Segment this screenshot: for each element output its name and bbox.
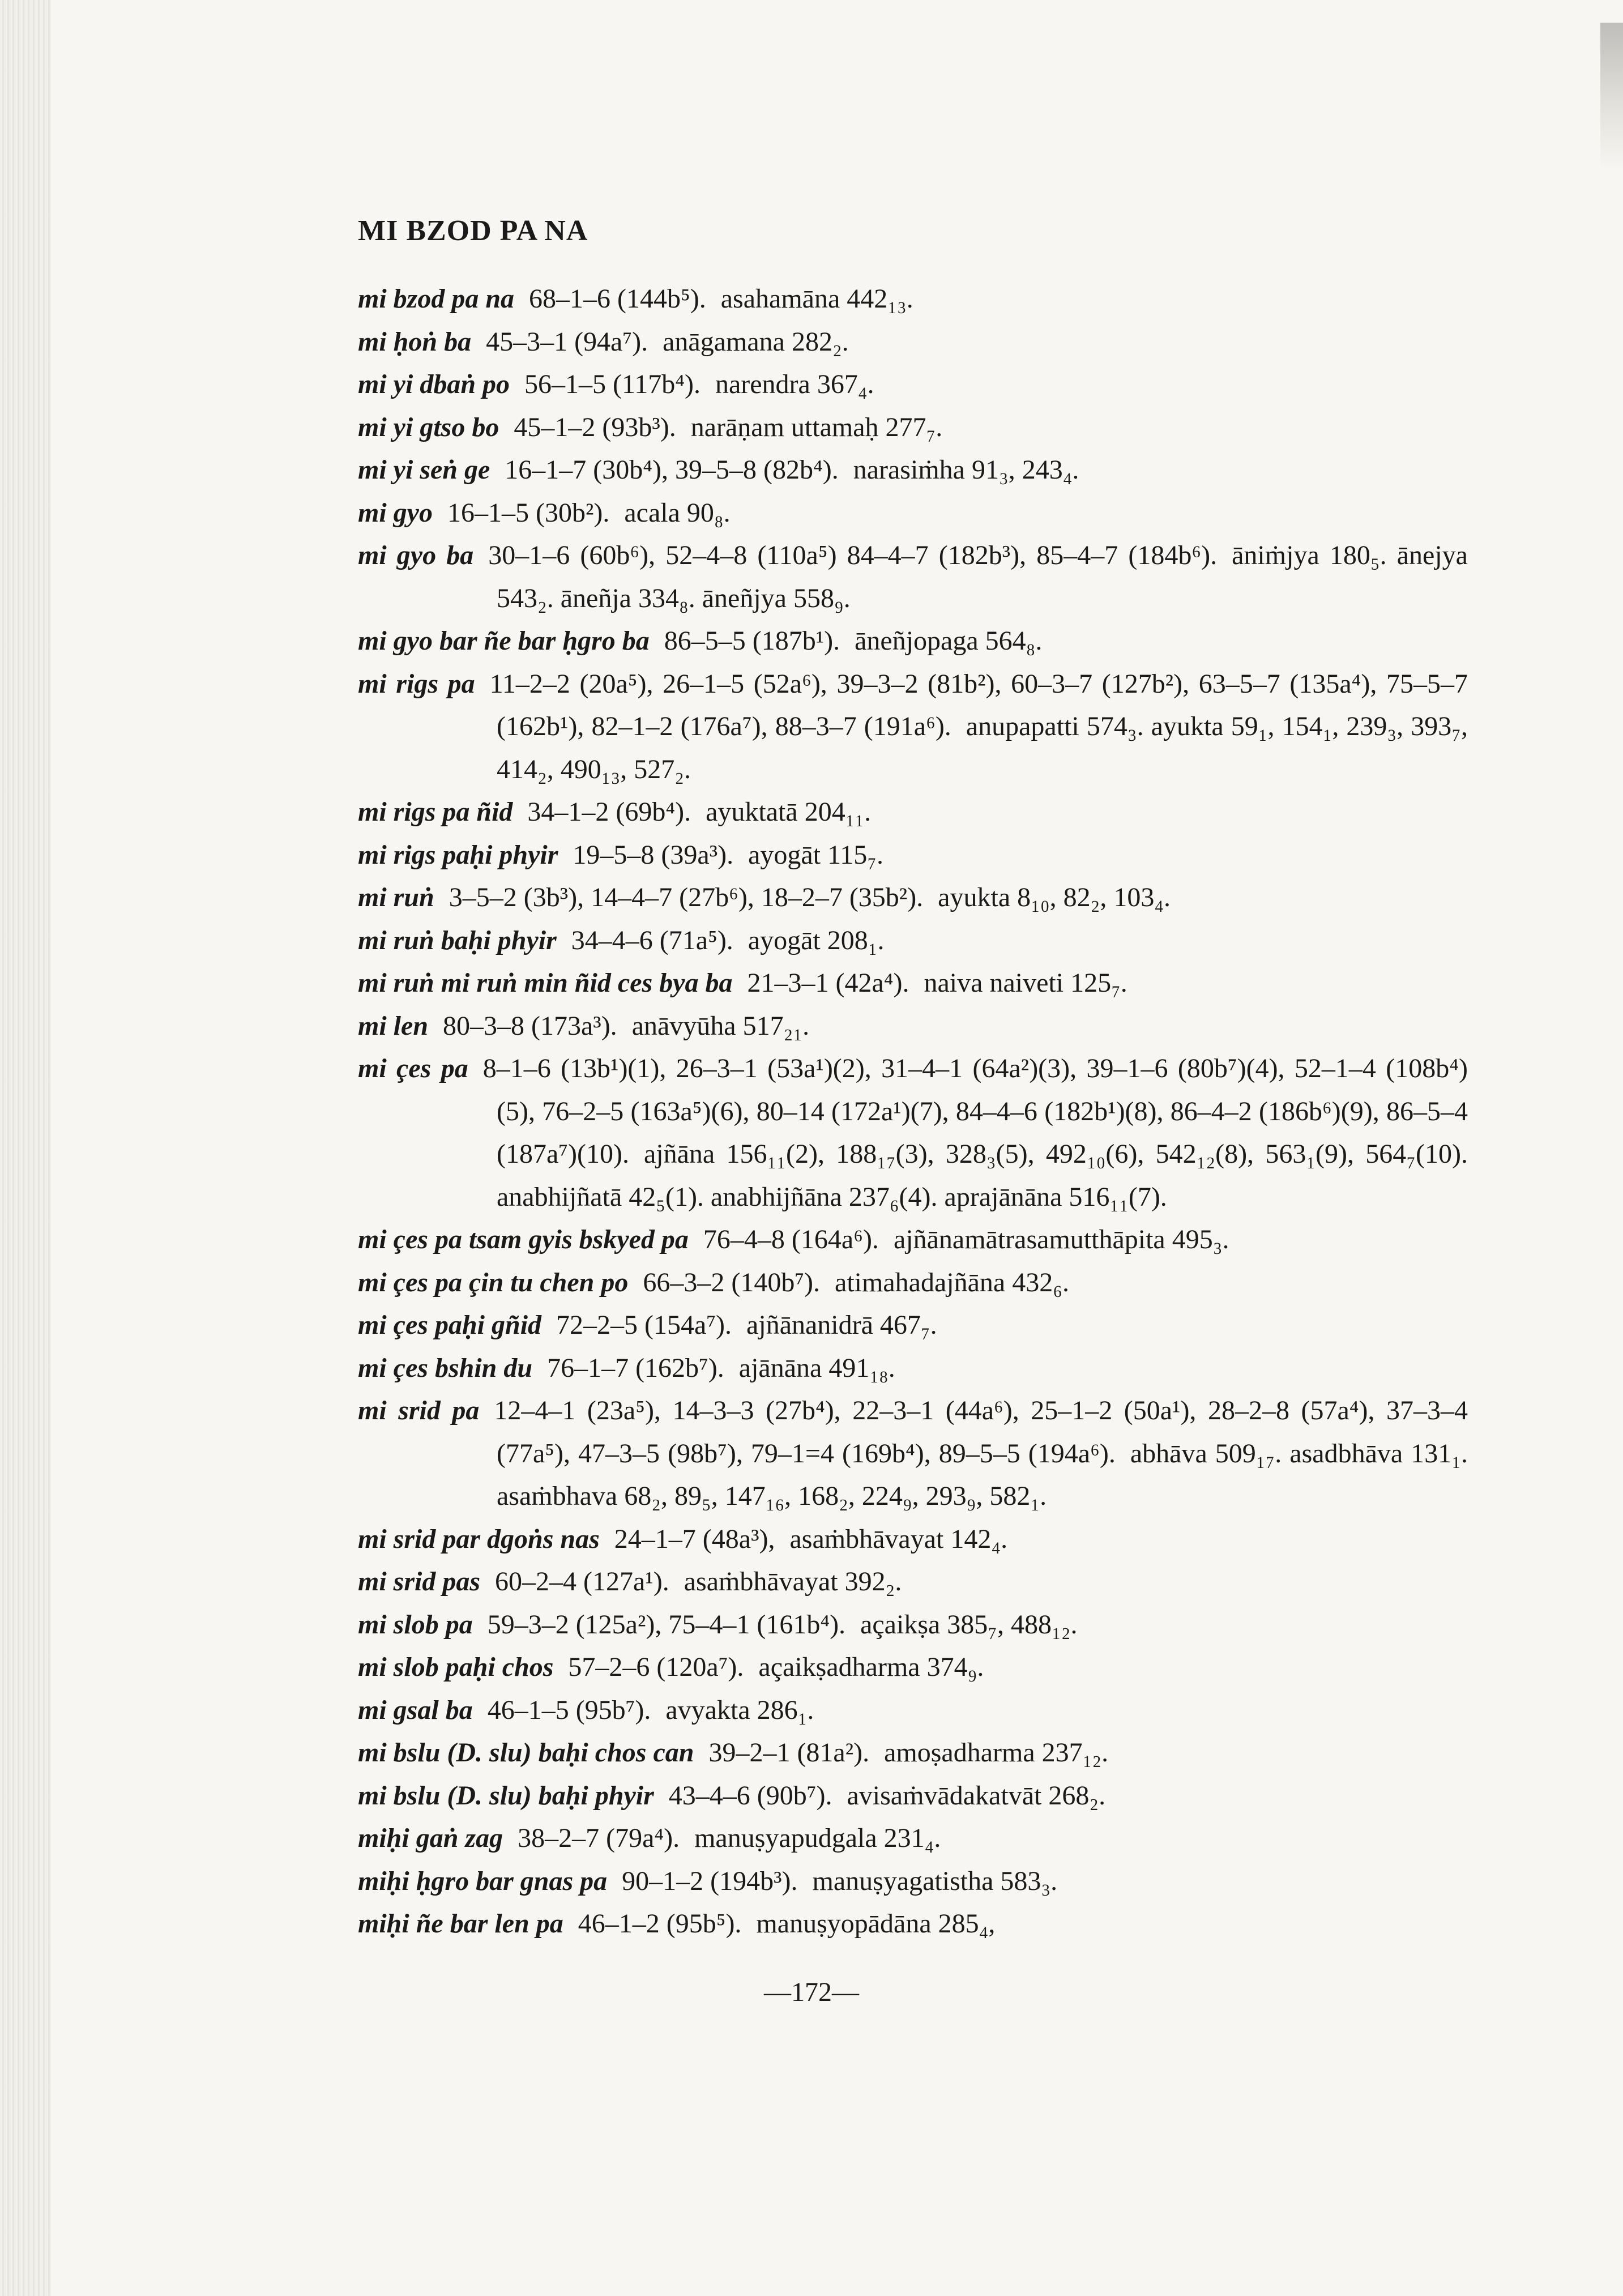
entry-sanskrit: narāṇam uttamaḥ 277₇. [690, 412, 943, 442]
entry-term: mi slob pa [358, 1609, 473, 1640]
dictionary-entry [358, 1261, 1468, 1304]
entry-sanskrit: manuṣyagatistha 583₃. [812, 1866, 1058, 1896]
dictionary-entry [358, 321, 1468, 364]
entry-reference: 72–2–5 (154a⁷). [556, 1310, 732, 1340]
entry-term: mi gyo [358, 497, 433, 528]
entry-term: mi ḥoṅ ba [358, 326, 472, 357]
dictionary-entry [358, 1689, 1468, 1732]
entry-sanskrit: asaṁbhāvayat 392₂. [684, 1567, 902, 1597]
dictionary-entry [358, 1047, 1468, 1218]
entry-term: mi yi gtso bo [358, 412, 499, 442]
entry-term: mi srid pas [358, 1567, 481, 1597]
entry-reference: 80–3–8 (173a³). [443, 1010, 617, 1041]
entry-reference: 45–1–2 (93b³). [514, 412, 676, 442]
entry-sanskrit: āniṁjya 180₅. ānejya 543₂. āneñja 334₈. āneñjya 558₉. [497, 540, 1468, 613]
entry-sanskrit: naiva naiveti 125₇. [924, 968, 1127, 998]
page-number: —172— [764, 1977, 859, 2007]
entry-sanskrit: ajñāna 156₁₁(2), 188₁₇(3), 328₃(5), 492₁₀(6), 542₁₂(8), 563₁(9), 564₇(10). anabhijñatā 42₅(1). anabhijñāna 237₆(4). aprajānāna 516₁₁(7). [497, 1139, 1468, 1212]
dictionary-entry [358, 620, 1468, 663]
entry-reference: 66–3–2 (140b⁷). [643, 1267, 821, 1298]
entry-term: mi gyo bar ñe bar ḥgro ba [358, 626, 650, 656]
entry-term: mi srid par dgoṅs nas [358, 1523, 600, 1554]
entry-reference: 76–1–7 (162b⁷). [547, 1352, 724, 1383]
dictionary-entry [358, 363, 1468, 406]
entry-sanskrit: avisaṁvādakatvāt 268₂. [847, 1780, 1106, 1811]
entry-term: miḥi ñe bar len pa [358, 1909, 563, 1939]
entry-term: mi slob paḥi chos [358, 1652, 554, 1682]
dictionary-entry [358, 1817, 1468, 1860]
dictionary-entry [358, 1774, 1468, 1817]
scan-edge-left [0, 0, 51, 2296]
entry-reference: 57–2–6 (120a⁷). [568, 1652, 744, 1682]
dictionary-entry [358, 1860, 1468, 1903]
dictionary-entry [358, 1603, 1468, 1646]
entry-sanskrit: anāvyūha 517₂₁. [631, 1010, 810, 1041]
entry-term: mi rigs pa ñid [358, 797, 513, 827]
dictionary-entry [358, 919, 1468, 962]
entry-term: mi gsal ba [358, 1695, 473, 1725]
entry-reference: 56–1–5 (117b⁴). [524, 369, 701, 399]
entry-reference: 16–1–5 (30b²). [447, 497, 610, 528]
entry-term: miḥi ḥgro bar gnas pa [358, 1866, 608, 1896]
entry-list [358, 278, 1468, 1945]
dictionary-entry [358, 534, 1468, 620]
entry-term: mi srid pa [358, 1395, 480, 1426]
entry-term: miḥi gaṅ zag [358, 1823, 503, 1853]
entry-term: mi ruṅ baḥi phyir [358, 925, 557, 955]
entry-sanskrit: ayukta 8₁₀, 82₂, 103₄. [938, 882, 1171, 912]
entry-term: mi ruṅ [358, 882, 434, 912]
entry-reference: 8–1–6 (13b¹)(1), 26–3–1 (53a¹)(2), 31–4–1 (64a²)(3), 39–1–6 (80b⁷)(4), 52–1–4 (108b⁴)(5), 76–2–5 (163a⁵)(6), 80–14 (172a¹)(7), 84–4–6 (182b¹)(8), 86–4–2 (186b⁶)(9), 86–5–4 (187a⁷)(10). [482, 1053, 1468, 1169]
dictionary-entry [358, 1304, 1468, 1347]
dictionary-entry [358, 876, 1468, 919]
entry-reference: 24–1–7 (48a³), [614, 1523, 775, 1554]
dictionary-entry [358, 492, 1468, 535]
entry-reference: 12–4–1 (23a⁵), 14–3–3 (27b⁴), 22–3–1 (44a⁶), 25–1–2 (50a¹), 28–2–8 (57a⁴), 37–3–4 (77a⁵), 47–3–5 (98b⁷), 79–1=4 (169b⁴), 89–5–5 (194a⁶). [494, 1395, 1468, 1469]
entry-reference: 76–4–8 (164a⁶). [703, 1224, 879, 1254]
entry-sanskrit: narendra 367₄. [715, 369, 874, 399]
entry-term: mi rigs paḥi phyir [358, 839, 558, 870]
entry-term: mi rigs pa [358, 668, 475, 699]
entry-reference: 68–1–6 (144b⁵). [529, 284, 706, 314]
entry-term: mi çes pa çin tu chen po [358, 1267, 629, 1298]
entry-reference: 46–1–5 (95b⁷). [487, 1695, 651, 1725]
dictionary-entry [358, 834, 1468, 877]
entry-sanskrit: ajñānanidrā 467₇. [746, 1310, 937, 1340]
entry-sanskrit: atimahadajñāna 432₆. [835, 1267, 1069, 1298]
dictionary-entry [358, 1218, 1468, 1261]
entry-reference: 90–1–2 (194b³). [622, 1866, 798, 1896]
entry-term: mi çes pa tsam gyis bskyed pa [358, 1224, 689, 1254]
entry-reference: 16–1–7 (30b⁴), 39–5–8 (82b⁴). [505, 455, 839, 485]
entry-sanskrit: narasiṁha 91₃, 243₄. [853, 455, 1079, 485]
entry-term: mi çes bshin du [358, 1352, 533, 1383]
entry-sanskrit: manuṣyopādāna 285₄, [756, 1909, 996, 1939]
entry-sanskrit: anāgamana 282₂. [663, 326, 849, 357]
dictionary-entry [358, 791, 1468, 834]
entry-term: mi çes paḥi gñid [358, 1310, 542, 1340]
dictionary-entry [358, 1005, 1468, 1048]
entry-reference: 46–1–2 (95b⁵). [578, 1909, 742, 1939]
entry-term: mi bslu (D. slu) baḥi chos can [358, 1738, 694, 1768]
entry-reference: 45–3–1 (94a⁷). [486, 326, 648, 357]
scan-edge-right [1600, 23, 1623, 170]
entry-reference: 59–3–2 (125a²), 75–4–1 (161b⁴). [487, 1609, 846, 1640]
entry-reference: 39–2–1 (81a²). [708, 1738, 870, 1768]
entry-sanskrit: açaikṣadharma 374₉. [758, 1652, 984, 1682]
entry-term: mi gyo ba [358, 540, 474, 570]
entry-sanskrit: anupapatti 574₃. ayukta 59₁, 154₁, 239₃, 393₇, 414₂, 490₁₃, 527₂. [497, 711, 1468, 784]
entry-reference: 38–2–7 (79a⁴). [518, 1823, 680, 1853]
dictionary-entry [358, 278, 1468, 321]
dictionary-entry [358, 1646, 1468, 1689]
entry-sanskrit: açaikṣa 385₇, 488₁₂. [860, 1609, 1078, 1640]
entry-sanskrit: ayogāt 208₁. [748, 925, 885, 955]
entry-reference: 21–3–1 (42a⁴). [747, 968, 909, 998]
entry-sanskrit: abhāva 509₁₇. asadbhāva 131₁. asaṁbhava 68₂, 89₅, 147₁₆, 168₂, 224₉, 293₉, 582₁. [497, 1438, 1468, 1511]
dictionary-entry [358, 663, 1468, 791]
dictionary-entry [358, 1389, 1468, 1518]
dictionary-entry [358, 1731, 1468, 1774]
entry-term: mi bzod pa na [358, 284, 515, 314]
entry-term: mi bslu (D. slu) baḥi phyir [358, 1780, 654, 1811]
entry-term: mi len [358, 1010, 429, 1041]
entry-term: mi yi dbaṅ po [358, 369, 510, 399]
dictionary-entry [358, 449, 1468, 492]
entry-reference: 60–2–4 (127a¹). [495, 1567, 669, 1597]
entry-sanskrit: ajñānamātrasamutthāpita 495₃. [893, 1224, 1229, 1254]
dictionary-entry [358, 1518, 1468, 1561]
entry-reference: 34–4–6 (71a⁵). [571, 925, 733, 955]
entry-sanskrit: ayogāt 115₇. [748, 839, 883, 870]
entry-sanskrit: amoṣadharma 237₁₂. [884, 1738, 1109, 1768]
entry-term: mi çes pa [358, 1053, 468, 1083]
entry-sanskrit: manuṣyapudgala 231₄. [694, 1823, 941, 1853]
dictionary-entry [358, 1902, 1468, 1945]
dictionary-entry [358, 1347, 1468, 1390]
entry-sanskrit: āneñjopaga 564₈. [855, 626, 1043, 656]
entry-reference: 11–2–2 (20a⁵), 26–1–5 (52a⁶), 39–3–2 (81b²), 60–3–7 (127b²), 63–5–7 (135a⁴), 75–5–7 (162b¹), 82–1–2 (176a⁷), 88–3–7 (191a⁶). [489, 668, 1468, 741]
dictionary-entry [358, 962, 1468, 1005]
dictionary-entry [358, 1560, 1468, 1603]
entry-term: mi yi seṅ ge [358, 455, 490, 485]
entry-reference: 19–5–8 (39a³). [573, 839, 734, 870]
entry-term: mi ruṅ mi ruṅ min ñid ces bya ba [358, 968, 733, 998]
entry-reference: 43–4–6 (90b⁷). [668, 1780, 832, 1811]
entry-reference: 3–5–2 (3b³), 14–4–7 (27b⁶), 18–2–7 (35b²). [449, 882, 924, 912]
entry-sanskrit: avyakta 286₁. [665, 1695, 814, 1725]
entry-sanskrit: asaṁbhāvayat 142₄. [789, 1523, 1008, 1554]
entry-reference: 34–1–2 (69b⁴). [527, 797, 691, 827]
dictionary-page [358, 214, 1468, 1945]
entry-sanskrit: asahamāna 442₁₃. [720, 284, 913, 314]
entry-sanskrit: acala 90₈. [624, 497, 731, 528]
entry-sanskrit: ajānāna 491₁₈. [738, 1352, 895, 1383]
dictionary-entry [358, 406, 1468, 449]
running-heading: MI BZOD PA NA [358, 215, 588, 247]
entry-sanskrit: ayuktatā 204₁₁. [706, 797, 872, 827]
entry-reference: 86–5–5 (187b¹). [664, 626, 840, 656]
entry-reference: 30–1–6 (60b⁶), 52–4–8 (110a⁵) 84–4–7 (182b³), 85–4–7 (184b⁶). [488, 540, 1218, 570]
